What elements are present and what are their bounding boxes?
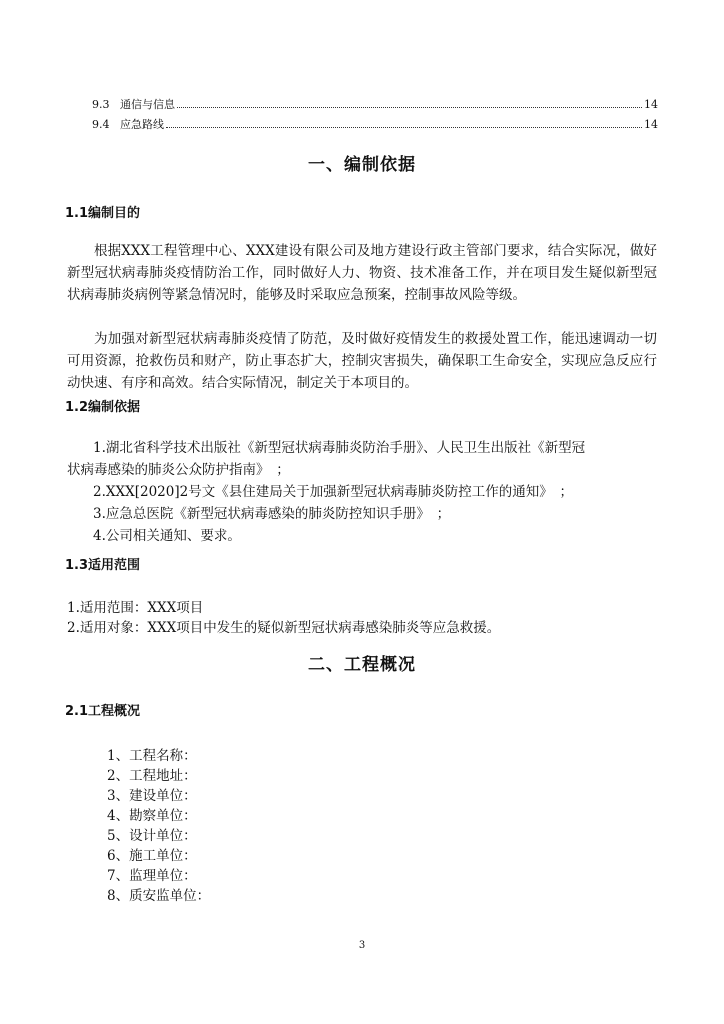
list-item: 3、建设单位： [107,788,197,804]
toc-number: 9.4 [92,118,110,131]
page-number: 3 [358,940,366,951]
toc-entry[interactable] [92,96,658,112]
toc-leader-dots [166,126,642,128]
paragraph: 为加强对新型冠状病毒肺炎疫情了防范，及时做好疫情发生的救援处置工作，能迅速调动一切可用资源，抢救伤员和财产，防止事态扩大，控制灾害损失，确保职工生命安全，实现应急反应行动快速、有序和高效。结合实际情况，制定关于本项目的。 [67,331,657,391]
subsection-heading: 1.2编制依据 [65,400,141,415]
paragraph: 根据XXX工程管理中心、XXX建设有限公司及地方建设行政主管部门要求，结合实际况，做好新型冠状病毒肺炎疫情防治工作，同时做好人力、物资、技术准备工作，并在项目发生疑似新型冠状病毒肺炎病例等紧急情况时，能够及时采取应急预案，控制事故风险等级。 [67,243,657,303]
reference-line: 1.湖北省科学技术出版社《新型冠状病毒肺炎防治手册》、人民卫生出版社《新型冠 [93,440,586,456]
subsection-heading: 1.1编制目的 [65,206,141,221]
reference-line: 2.XXX[2020]2号文《县住建局关于加强新型冠状病毒肺炎防控工作的通知》 ； [93,484,573,500]
section-title: 二、工程概况 [308,655,416,675]
list-item: 6、施工单位： [107,848,197,864]
list-item: 8、质安监单位： [107,888,211,904]
list-item: 7、监理单位： [107,868,197,884]
toc-title: 应急路线 [120,118,164,131]
toc-leader-dots [177,106,642,108]
list-item: 5、设计单位： [107,828,197,844]
subsection-heading: 1.3适用范围 [65,558,141,573]
list-item: 4、勘察单位： [107,808,197,824]
scope-line: 1.适用范围：XXX项目 [67,600,204,616]
list-item: 2、工程地址： [107,768,197,784]
scope-line: 2.适用对象：XXX项目中发生的疑似新型冠状病毒感染肺炎等应急救援。 [67,620,501,636]
section-title: 一、编制依据 [308,155,416,175]
toc-entry[interactable] [92,116,658,132]
reference-line: 状病毒感染的肺炎公众防护指南》 ； [67,462,290,478]
toc-page-number: 14 [644,118,658,131]
toc-title: 通信与信息 [120,98,175,111]
toc-page-number: 14 [644,98,658,111]
toc-number: 9.3 [92,98,110,111]
reference-line: 3.应急总医院《新型冠状病毒感染的肺炎防控知识手册》 ； [93,506,451,522]
subsection-heading: 2.1工程概况 [65,704,141,719]
reference-line: 4.公司相关通知、要求。 [93,528,241,544]
list-item: 1、工程名称： [107,748,197,764]
